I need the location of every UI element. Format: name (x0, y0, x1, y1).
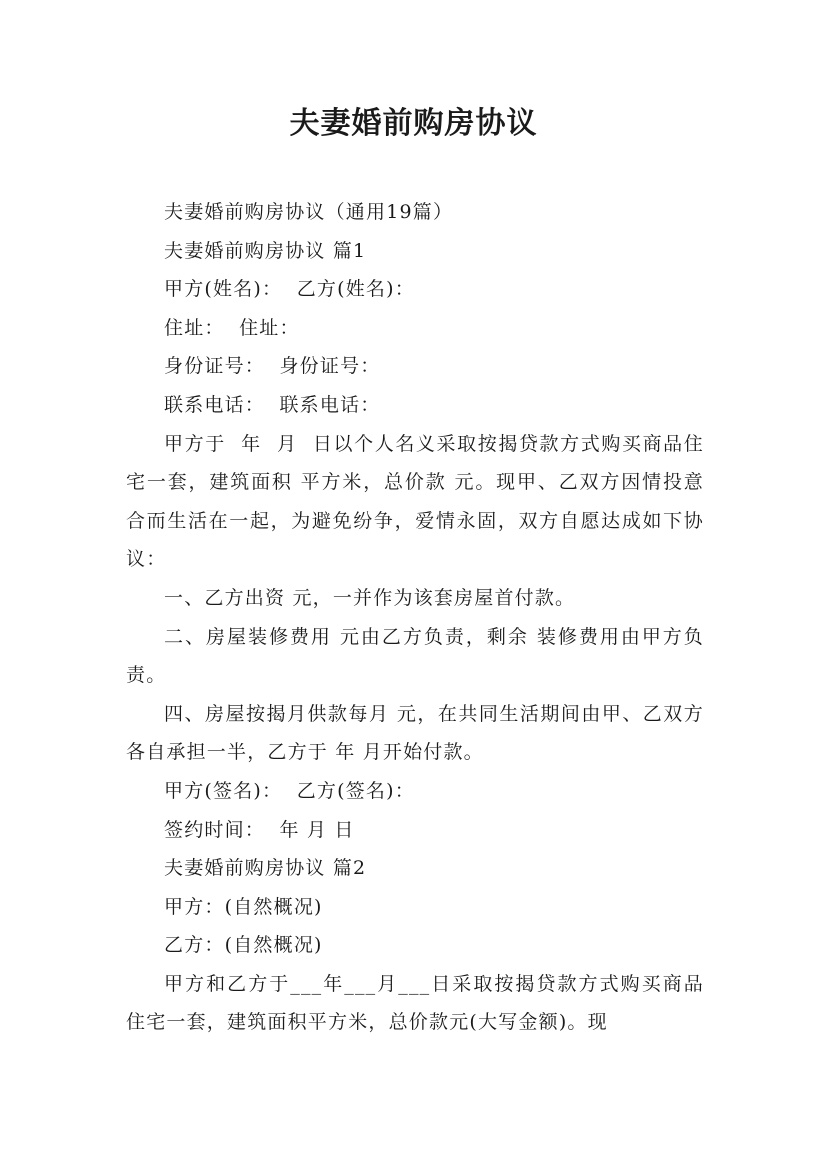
paragraph-purchase-statement: 甲方于 年 月 日以个人名义采取按揭贷款方式购买商品住宅一套，建筑面积 平方米，总价款 元。现甲、乙双方因情投意合而生活在一起，为避免纷争，爱情永固，双方自愿达成如下协议： (126, 432, 704, 571)
paragraph-signatures: 甲方(签名)： 乙方(签名)： (164, 779, 415, 802)
paragraph-subtitle: 夫妻婚前购房协议（通用19篇） (164, 201, 454, 223)
paragraph-party-b: 乙方：(自然概况) (164, 934, 323, 957)
paragraph-clause-2: 二、房屋装修费用 元由乙方负责，剩余 装修费用由甲方负责。 (126, 625, 704, 687)
paragraph-phone: 联系电话： 联系电话： (164, 393, 381, 416)
paragraph-address: 住址： 住址： (164, 316, 300, 339)
paragraph-party-a: 甲方：(自然概况) (164, 895, 323, 918)
document-title: 夫妻婚前购房协议 (289, 106, 538, 141)
paragraph-signing-date: 签约时间： 年 月 日 (164, 818, 355, 841)
paragraph-party-names: 甲方(姓名)： 乙方(姓名)： (164, 278, 415, 301)
paragraph-clause-4: 四、房屋按揭月供款每月 元，在共同生活期间由甲、乙双方各自承担一半，乙方于 年 月开始付款。 (126, 702, 704, 764)
paragraph-purchase-statement-2: 甲方和乙方于___年___月___日采取按揭贷款方式购买商品住宅一套，建筑面积平方米，总价款元(大写金额)。现 (126, 972, 704, 1034)
paragraph-section-heading-1: 夫妻婚前购房协议 篇1 (164, 239, 367, 262)
paragraph-id-number: 身份证号： 身份证号： (164, 355, 381, 378)
paragraph-clause-1: 一、乙方出资 元，一并作为该套房屋首付款。 (164, 586, 576, 609)
paragraph-section-heading-2: 夫妻婚前购房协议 篇2 (164, 857, 367, 880)
document-body (126, 193, 704, 1042)
